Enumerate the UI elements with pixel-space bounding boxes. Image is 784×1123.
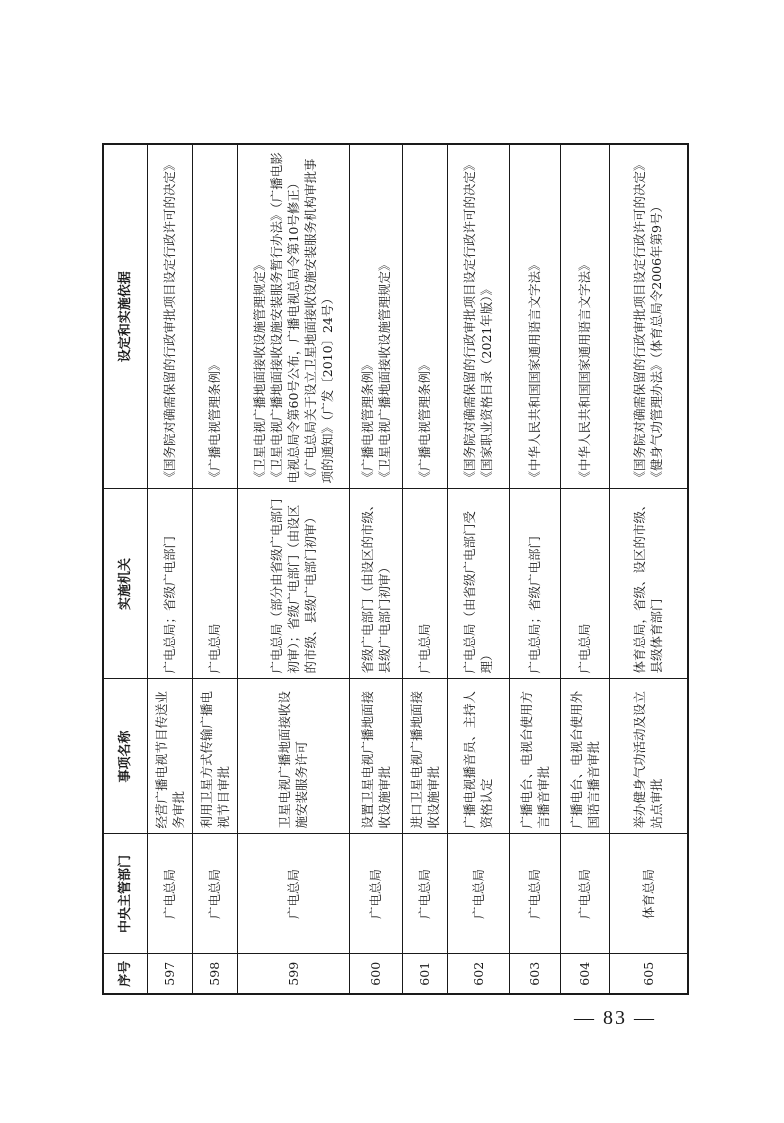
cell-agency: 省级广电部门（由设区的市级、县级广电部门初审） <box>349 489 402 679</box>
rotated-table-wrapper <box>102 145 687 995</box>
cell-item: 举办健身气功活动及设立站点审批 <box>609 679 688 834</box>
cell-item: 广播电台、电视台使用外国语言播音审批 <box>560 679 609 834</box>
table-row <box>402 144 447 994</box>
cell-basis <box>560 144 609 489</box>
cell-basis <box>509 144 560 489</box>
cell-seq: 601 <box>402 954 447 994</box>
cell-basis <box>609 144 688 489</box>
cell-seq: 599 <box>237 954 349 994</box>
cell-seq: 597 <box>147 954 192 994</box>
header-item: 事项名称 <box>103 679 147 834</box>
cell-item: 利用卫星方式传输广播电视节目审批 <box>192 679 237 834</box>
cell-item: 广播电视播音员、主持人资格认定 <box>447 679 509 834</box>
header-basis: 设定和实施依据 <box>103 144 147 489</box>
cell-seq: 602 <box>447 954 509 994</box>
cell-item: 进口卫星电视广播地面接收设施审批 <box>402 679 447 834</box>
cell-item: 经营广播电视节目传送业务审批 <box>147 679 192 834</box>
basis-line: 《广播电视管理条例》 <box>207 358 222 484</box>
basis-line: 《卫星电视广播地面接收设施管理规定》 <box>376 258 392 484</box>
cell-dept: 广电总局 <box>560 834 609 954</box>
cell-seq: 604 <box>560 954 609 994</box>
cell-dept: 广电总局 <box>402 834 447 954</box>
cell-seq: 603 <box>509 954 560 994</box>
basis-line: 《国务院对确需保留的行政审批项目设定行政许可的决定》 <box>462 158 477 484</box>
table-header-row <box>103 144 147 994</box>
cell-basis <box>237 144 349 489</box>
cell-seq: 598 <box>192 954 237 994</box>
table-row <box>349 144 402 994</box>
cell-dept: 广电总局 <box>349 834 402 954</box>
cell-basis <box>147 144 192 489</box>
table-row <box>192 144 237 994</box>
cell-agency: 体育总局，省级、设区的市级、县级体育部门 <box>609 489 688 679</box>
approval-items-table <box>102 143 689 995</box>
basis-line: 《卫星电视广播地面接收设施安装服务暂行办法》（广播电影电视总局令第60号公布，广播电视总局令第10号修正） <box>268 152 301 484</box>
cell-agency: 广电总局 <box>192 489 237 679</box>
basis-line: 《广播电视管理条例》 <box>359 358 375 484</box>
cell-agency: 广电总局 <box>402 489 447 679</box>
cell-item: 广播电台、电视台使用方言播音审批 <box>509 679 560 834</box>
basis-line: 《广播电视管理条例》 <box>417 358 432 484</box>
cell-item: 设置卫星电视广播地面接收设施审批 <box>349 679 402 834</box>
cell-dept: 广电总局 <box>147 834 192 954</box>
cell-dept: 广电总局 <box>509 834 560 954</box>
cell-agency: 广电总局（部分由省级广电部门初审）；省级广电部门（由设区的市级、县级广电部门初审） <box>237 489 349 679</box>
basis-line: 《健身气功管理办法》（体育总局令2006年第9号） <box>649 199 665 484</box>
cell-dept: 广电总局 <box>192 834 237 954</box>
table-row <box>447 144 509 994</box>
cell-basis <box>192 144 237 489</box>
header-seq: 序号 <box>103 954 147 994</box>
header-dept: 中央主管部门 <box>103 834 147 954</box>
cell-agency: 广电总局；省级广电部门 <box>147 489 192 679</box>
cell-seq: 600 <box>349 954 402 994</box>
table-row <box>609 144 688 994</box>
cell-dept: 广电总局 <box>447 834 509 954</box>
basis-line: 《国务院对确需保留的行政审批项目设定行政许可的决定》 <box>632 158 648 484</box>
cell-item: 卫星电视广播地面接收设施安装服务许可 <box>237 679 349 834</box>
cell-dept: 广电总局 <box>237 834 349 954</box>
table-row <box>560 144 609 994</box>
cell-agency: 广电总局 <box>560 489 609 679</box>
header-agency: 实施机关 <box>103 489 147 679</box>
page-number: — 83 — <box>574 1007 656 1029</box>
basis-line: 《广电总局关于设立卫星地面接收设施安装服务机构审批事项的通知》（广发〔2010〕24号） <box>302 158 335 484</box>
basis-line: 《国务院对确需保留的行政审批项目设定行政许可的决定》 <box>162 158 177 484</box>
cell-basis <box>447 144 509 489</box>
cell-seq: 605 <box>609 954 688 994</box>
cell-basis <box>349 144 402 489</box>
basis-line: 《卫星电视广播地面接收设施管理规定》 <box>251 258 267 484</box>
table-row <box>147 144 192 994</box>
basis-line: 《中华人民共和国国家通用语言文字法》 <box>527 258 542 484</box>
cell-agency: 广电总局（由省级广电部门受理） <box>447 489 509 679</box>
cell-dept: 体育总局 <box>609 834 688 954</box>
table-row <box>509 144 560 994</box>
cell-agency: 广电总局；省级广电部门 <box>509 489 560 679</box>
basis-line: 《中华人民共和国国家通用语言文字法》 <box>577 258 592 484</box>
cell-basis <box>402 144 447 489</box>
basis-line: 《国家职业资格目录（2021年版）》 <box>479 282 494 484</box>
table-row <box>237 144 349 994</box>
